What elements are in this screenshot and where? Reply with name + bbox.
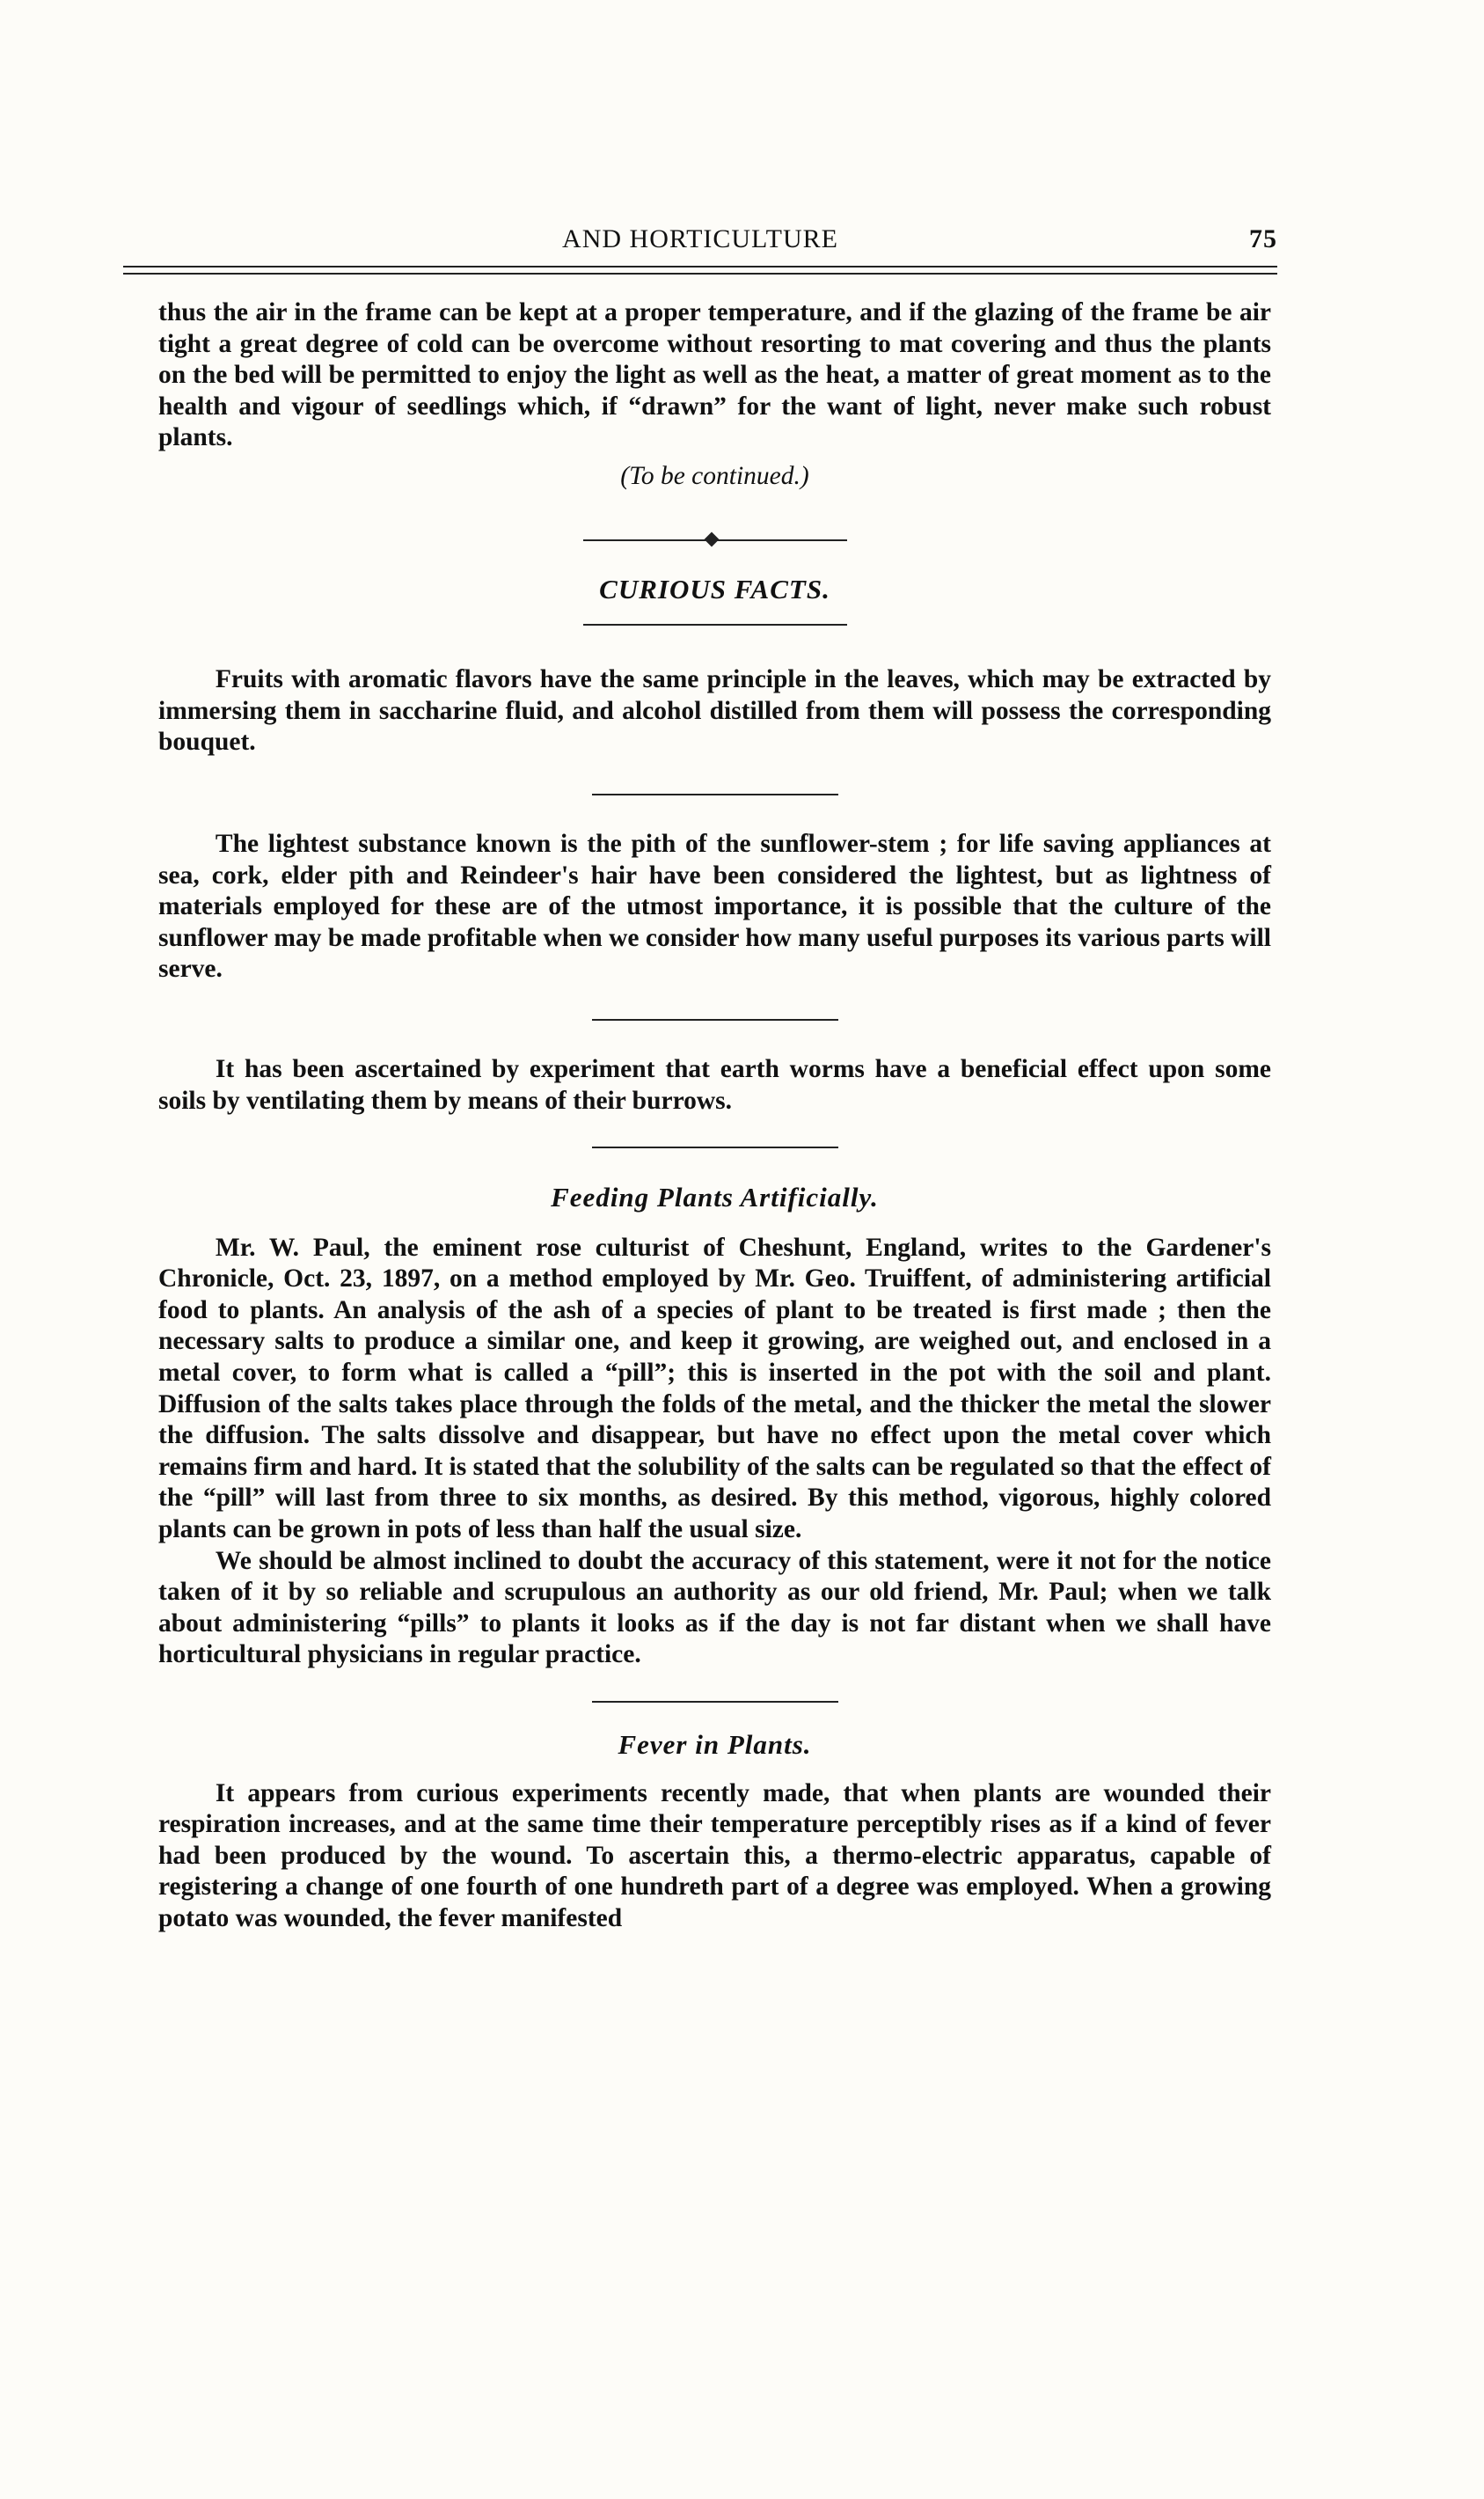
header-double-rule bbox=[123, 266, 1277, 275]
fever-in-plants-paragraph-1: It appears from curious experiments recently made, that when plants are wounded their respiration increases, and at the same time their temperature perceptibly rises as if a kind of fever had been produced by the wound. To ascertain this, a thermo-electric apparatus, capable of registering a change of one fourth of one hundreth part of a degree was employed. When a growing potato was wounded, the fever manifested bbox=[158, 1778, 1271, 1932]
curious-facts-paragraph-2: The lightest substance known is the pith of the sunflower-stem ; for life saving appliances at sea, cork, elder pith and Reindeer's hair have been considered the lightest, but as lightness of materials employed for these are of the utmost importance, it is possible that the culture of the sunflower may be made profitable when we consider how many useful purposes its various parts will serve. bbox=[158, 829, 1271, 984]
feeding-plants-paragraph-2: We should be almost inclined to doubt the accuracy of this statement, were it not for the notice taken of it by so reliable and scrupulous an authority as our old friend, Mr. Paul; when we talk about administering “pills” to plants it looks as if the day is not far distant when we shall have horticultural physicians in regular practice. bbox=[158, 1546, 1271, 1669]
page-body bbox=[158, 297, 1271, 1935]
curious-facts-paragraph-3: It has been ascertained by experiment that earth worms have a beneficial effect upon some soils by ventilating them by means of their burrows. bbox=[158, 1054, 1271, 1115]
curious-facts-paragraph-1: Fruits with aromatic flavors have the same principle in the leaves, which may be extracted by immersing them in saccharine fluid, and alcohol distilled from them will possess the corresponding bouquet. bbox=[158, 665, 1271, 757]
ornamental-divider bbox=[583, 531, 847, 549]
running-title: AND HORTICULTURE bbox=[562, 224, 838, 253]
feeding-plants-paragraph-1: Mr. W. Paul, the eminent rose culturist of Cheshunt, England, writes to the Gardener's Chronicle, Oct. 23, 1897, on a method employed by Mr. Geo. Truiffent, of administering artificial food to plants. An analysis of the ash of a species of plant to be treated is first made ; then the necessary salts to produce a similar one, and keep it growing, are weighed out, and enclosed in a metal cover, to form what is called a “pill”; this is inserted in the pot with the soil and plant. Diffusion of the salts takes place through the folds of the metal, and the thicker the metal the slower the diffusion. The salts dissolve and disappear, but have no effect upon the metal cover which remains firm and hard. It is stated that the solubility of the salts can be regulated so that the effect of the “pill” will last from three to six months, as desired. By this method, vigorous, highly colored plants can be grown in pots of less than half the usual size. bbox=[158, 1233, 1271, 1544]
to-be-continued: (To be continued.) bbox=[620, 461, 809, 490]
curious-facts-title: CURIOUS FACTS. bbox=[599, 573, 830, 605]
page-number: 75 bbox=[1249, 224, 1277, 253]
intro-paragraph: thus the air in the frame can be kept at a proper temperature, and if the glazing of the frame be air tight a great degree of cold can be overcome without resorting to mat covering and thus the plants on the bed will be permitted to enjoy the light as well as the heat, a matter of great moment as to the health and vigour of seedlings which, if “drawn” for the want of light, never make such robust plants. bbox=[158, 298, 1271, 452]
fever-in-plants-title: Fever in Plants. bbox=[618, 1729, 812, 1760]
feeding-plants-title: Feeding Plants Artificially. bbox=[551, 1182, 879, 1213]
